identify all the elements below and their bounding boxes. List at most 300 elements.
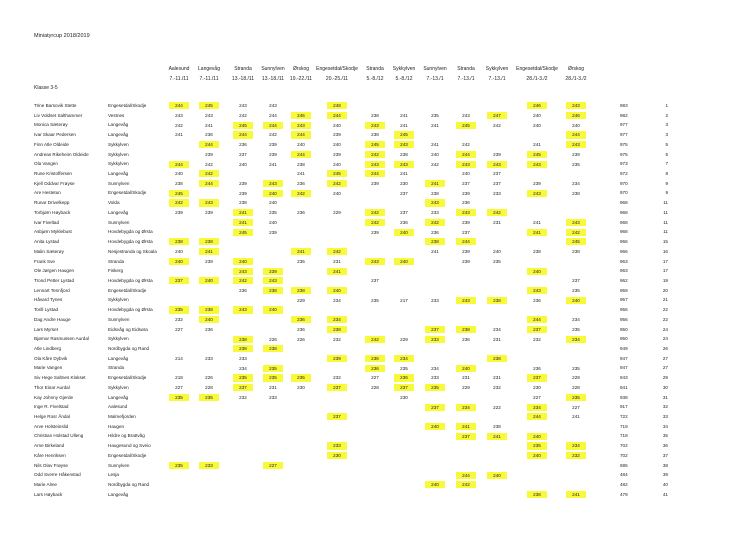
shooter-name: Siv Hege Saltnes Klokset xyxy=(34,375,86,381)
rank-number: 15 xyxy=(662,239,668,245)
club-name: Engesetdal/Skodje xyxy=(108,287,147,293)
table-row xyxy=(0,373,756,383)
score-cell: 240 xyxy=(169,258,189,265)
score-cell: 238 xyxy=(487,355,507,362)
score-cell: 246 xyxy=(566,112,586,119)
score-cell xyxy=(365,268,385,275)
score-cell xyxy=(263,297,283,304)
score-cell xyxy=(456,355,476,362)
column-date: 7.-13./1 xyxy=(488,76,506,82)
score-cell: 240 xyxy=(233,258,253,265)
score-cell: 239 xyxy=(327,355,347,362)
table-row xyxy=(0,470,756,480)
score-cell xyxy=(527,462,547,469)
score-cell: 232 xyxy=(175,317,183,323)
table-row xyxy=(0,140,756,150)
score-cell: 245 xyxy=(291,112,311,119)
column-venue: Sunnylven xyxy=(423,66,447,72)
score-cell xyxy=(233,297,253,304)
score-cell: 244 xyxy=(456,151,476,158)
score-cell: 239 xyxy=(462,219,470,225)
score-cell xyxy=(487,481,507,488)
score-cell: 243 xyxy=(291,122,311,129)
score-cell xyxy=(199,491,219,498)
table-row xyxy=(0,237,756,247)
score-cell xyxy=(199,472,219,479)
total-score: 917 xyxy=(620,404,628,410)
score-cell: 230 xyxy=(327,452,347,459)
shooter-name: Lars Høyback xyxy=(34,491,63,497)
score-cell xyxy=(425,268,445,275)
score-cell xyxy=(566,268,586,275)
score-cell: 243 xyxy=(456,297,476,304)
score-cell xyxy=(425,287,445,294)
column-venue: Stranda xyxy=(457,66,475,72)
score-cell xyxy=(291,423,311,430)
score-cell: 243 xyxy=(527,287,547,294)
score-cell: 240 xyxy=(269,219,277,225)
score-cell: 238 xyxy=(527,491,547,498)
score-cell xyxy=(327,277,347,284)
total-score: 719 xyxy=(620,423,628,429)
score-cell: 241 xyxy=(456,423,476,430)
score-cell: 240 xyxy=(527,433,547,440)
score-cell: 241 xyxy=(269,161,277,167)
score-cell xyxy=(169,287,189,294)
score-cell: 243 xyxy=(233,268,253,275)
score-cell: 241 xyxy=(400,171,408,177)
score-cell xyxy=(394,423,414,430)
score-cell xyxy=(199,219,219,226)
club-name: Sykkylven xyxy=(108,384,129,390)
score-cell: 240 xyxy=(263,190,283,197)
score-cell: 234 xyxy=(572,181,580,187)
score-cell: 244 xyxy=(291,151,311,158)
score-cell: 236 xyxy=(239,142,247,148)
score-cell: 239 xyxy=(205,258,213,264)
score-cell xyxy=(169,336,189,343)
shooter-name: Lennart Tennfjord xyxy=(34,287,70,293)
score-cell: 236 xyxy=(239,287,247,293)
score-cell: 241 xyxy=(291,248,311,255)
score-cell xyxy=(233,404,253,411)
score-cell xyxy=(233,442,253,449)
score-cell xyxy=(487,462,507,469)
rank-number: 32 xyxy=(662,404,668,410)
total-score: 970 xyxy=(620,180,628,186)
score-cell: 245 xyxy=(233,229,253,236)
table-row xyxy=(0,286,756,296)
score-cell: 242 xyxy=(239,113,247,119)
score-cell xyxy=(425,452,445,459)
score-cell: 235 xyxy=(263,365,283,372)
score-cell xyxy=(169,268,189,275)
shooter-name: Anita Lystad xyxy=(34,239,60,245)
score-cell xyxy=(327,472,347,479)
score-cell xyxy=(487,306,507,313)
rank-number: 17 xyxy=(662,268,668,274)
score-cell xyxy=(425,306,445,313)
column-date: 28./1-3./2 xyxy=(565,76,587,82)
shooter-name: Monica Sæterøy xyxy=(34,122,68,128)
score-cell xyxy=(169,345,189,352)
score-cell: 242 xyxy=(327,248,347,255)
score-cell xyxy=(394,102,414,109)
score-cell: 242 xyxy=(175,122,183,128)
score-cell: 236 xyxy=(394,374,414,381)
rank-number: 41 xyxy=(662,491,668,497)
score-cell: 236 xyxy=(205,326,213,332)
score-cell xyxy=(487,316,507,323)
score-cell: 243 xyxy=(233,306,253,313)
score-cell: 243 xyxy=(263,277,283,284)
score-cell: 238 xyxy=(175,181,183,187)
table-row xyxy=(0,198,756,208)
shooter-name: Håvard Tynes xyxy=(34,297,63,303)
score-cell: 239 xyxy=(462,249,470,255)
score-cell: 247 xyxy=(487,112,507,119)
score-cell: 227 xyxy=(572,404,580,410)
club-name: Sykkylven xyxy=(108,141,129,147)
shooter-name: Ole Jørgen Haugen xyxy=(34,268,75,274)
score-cell: 232 xyxy=(239,394,247,400)
club-name: Nordbygda og Rand xyxy=(108,482,150,488)
score-cell: 233 xyxy=(327,442,347,449)
column-date: 7.-13./1 xyxy=(426,76,444,82)
score-cell: 242 xyxy=(365,209,385,216)
score-cell: 239 xyxy=(269,151,277,157)
score-cell: 237 xyxy=(327,413,347,420)
score-cell: 235 xyxy=(169,394,189,401)
shooter-name: Inge R. Fivelstad xyxy=(34,404,69,410)
score-cell: 237 xyxy=(462,181,470,187)
score-cell: 235 xyxy=(572,161,580,167)
shooter-name: Ola Vangen xyxy=(34,161,58,167)
total-score: 963 xyxy=(620,268,628,274)
score-cell: 240 xyxy=(175,171,183,177)
rank-number: 31 xyxy=(662,394,668,400)
score-cell: 231 xyxy=(493,375,501,381)
score-cell xyxy=(291,452,311,459)
rank-number: 29 xyxy=(662,375,668,381)
total-score: 695 xyxy=(620,462,628,468)
shooter-name: Rune Kristoffersen xyxy=(34,171,72,177)
score-cell: 243 xyxy=(394,161,414,168)
score-cell: 241 xyxy=(572,414,580,420)
score-cell xyxy=(487,268,507,275)
score-cell: 237 xyxy=(233,384,253,391)
score-cell: 222 xyxy=(493,404,501,410)
score-cell: 244 xyxy=(169,161,189,168)
score-cell: 245 xyxy=(527,151,547,158)
score-cell: 242 xyxy=(425,219,445,226)
score-cell: 242 xyxy=(365,336,385,343)
column-date: 7.-13./1 xyxy=(457,76,475,82)
score-cell: 229 xyxy=(462,385,470,391)
club-name: Fiskerg xyxy=(108,268,124,274)
score-cell: 237 xyxy=(394,384,414,391)
total-score: 968 xyxy=(620,219,628,225)
score-cell: 244 xyxy=(456,238,476,245)
table-row xyxy=(0,130,756,140)
score-cell: 239 xyxy=(371,181,379,187)
score-cell: 242 xyxy=(365,219,385,226)
score-cell xyxy=(394,199,414,206)
score-cell xyxy=(425,170,445,177)
score-cell: 233 xyxy=(239,356,247,362)
score-cell xyxy=(199,423,219,430)
table-row xyxy=(0,169,756,179)
club-name: Langevåg xyxy=(108,355,129,361)
score-cell xyxy=(327,462,347,469)
score-cell: 233 xyxy=(425,336,445,343)
score-cell: 230 xyxy=(400,394,408,400)
score-cell xyxy=(365,199,385,206)
score-cell: 240 xyxy=(572,122,580,128)
club-name: Haugesund og Sveio xyxy=(108,443,151,449)
score-cell xyxy=(394,277,414,284)
shooter-name: Runar Drivelkepp xyxy=(34,200,70,206)
score-cell xyxy=(291,433,311,440)
score-cell xyxy=(327,219,347,226)
score-cell xyxy=(199,190,219,197)
score-cell xyxy=(456,131,476,138)
score-cell: 237 xyxy=(462,229,470,235)
score-cell: 235 xyxy=(566,394,586,401)
rank-number: 11 xyxy=(663,200,668,206)
score-cell xyxy=(365,413,385,420)
score-cell xyxy=(291,413,311,420)
score-cell: 238 xyxy=(169,238,189,245)
score-cell: 240 xyxy=(175,249,183,255)
score-cell: 244 xyxy=(456,472,476,479)
total-score: 962 xyxy=(620,277,628,283)
shooter-name: Marie Alme xyxy=(34,482,57,488)
score-cell xyxy=(365,481,385,488)
score-cell xyxy=(365,102,385,109)
score-cell: 241 xyxy=(431,142,439,148)
score-cell: 226 xyxy=(205,375,213,381)
score-cell xyxy=(456,306,476,313)
score-cell xyxy=(291,481,311,488)
club-name: Sunnylven xyxy=(108,462,130,468)
table-row xyxy=(0,305,756,315)
score-cell: 235 xyxy=(493,258,501,264)
total-score: 968 xyxy=(620,229,628,235)
score-cell: 237 xyxy=(527,374,547,381)
score-cell: 243 xyxy=(239,103,247,109)
score-cell: 246 xyxy=(527,102,547,109)
score-cell xyxy=(291,229,311,236)
score-cell: 243 xyxy=(456,161,476,168)
shooter-name: Nils Olav Frøyse xyxy=(34,462,68,468)
score-cell: 236 xyxy=(431,229,439,235)
club-name: Engesetdal/Skodje xyxy=(108,190,147,196)
score-cell: 235 xyxy=(269,210,277,216)
rank-number: 24 xyxy=(662,336,668,342)
score-cell xyxy=(425,413,445,420)
score-cell: 243 xyxy=(199,199,219,206)
column-venue: Ørskog xyxy=(567,66,585,72)
table-row xyxy=(0,227,756,237)
total-score: 950 xyxy=(620,336,628,342)
score-cell: 243 xyxy=(462,113,470,119)
shooter-name: Christian Holstad Ulleng xyxy=(34,433,84,439)
score-cell: 232 xyxy=(493,385,501,391)
score-cell: 239 xyxy=(462,258,470,264)
shooter-name: Kåre Henriksen xyxy=(34,452,66,458)
score-cell: 240 xyxy=(269,200,277,206)
score-cell: 241 xyxy=(533,142,541,148)
score-cell xyxy=(169,423,189,430)
score-cell xyxy=(527,277,547,284)
score-cell xyxy=(365,238,385,245)
score-cell: 239 xyxy=(493,151,501,157)
score-cell xyxy=(487,131,507,138)
score-cell xyxy=(487,345,507,352)
club-name: Lesja xyxy=(108,472,119,478)
score-cell xyxy=(291,355,311,362)
score-cell: 239 xyxy=(263,268,283,275)
total-score: 950 xyxy=(620,326,628,332)
table-row xyxy=(0,111,756,121)
rank-number: 9 xyxy=(665,180,668,186)
score-cell: 242 xyxy=(493,122,501,128)
score-cell: 241 xyxy=(533,219,541,225)
shooter-name: Ola Kåre Dybvik xyxy=(34,355,68,361)
score-cell xyxy=(487,102,507,109)
club-name: Hildre og Brattvåg xyxy=(108,433,145,439)
rank-number: 7 xyxy=(665,161,668,167)
total-score: 956 xyxy=(620,307,628,313)
shooter-name: Arve Holsteinslid xyxy=(34,423,69,429)
score-cell xyxy=(263,258,283,265)
score-cell: 234 xyxy=(456,404,476,411)
rank-number: 3 xyxy=(665,132,668,138)
club-name: Sunnylven xyxy=(108,180,130,186)
score-cell: 244 xyxy=(169,102,189,109)
score-cell xyxy=(456,452,476,459)
score-cell xyxy=(169,151,189,158)
score-cell xyxy=(566,170,586,177)
score-cell: 243 xyxy=(205,113,213,119)
score-cell: 234 xyxy=(566,442,586,449)
score-cell: 234 xyxy=(239,365,247,371)
score-cell xyxy=(487,442,507,449)
total-score: 479 xyxy=(620,491,628,497)
score-cell: 238 xyxy=(431,190,439,196)
column-venue: Engesetdal/Skodje xyxy=(516,66,558,72)
score-cell: 238 xyxy=(233,345,253,352)
score-cell xyxy=(169,219,189,226)
rank-number: 30 xyxy=(662,384,668,390)
score-cell xyxy=(199,297,219,304)
score-cell: 243 xyxy=(175,113,183,119)
score-cell: 242 xyxy=(169,199,189,206)
table-row xyxy=(0,257,756,267)
total-score: 972 xyxy=(620,171,628,177)
rank-number: 5 xyxy=(665,141,668,147)
score-cell: 242 xyxy=(365,151,385,158)
score-cell: 238 xyxy=(533,249,541,255)
score-cell xyxy=(425,131,445,138)
score-cell xyxy=(394,316,414,323)
score-cell: 239 xyxy=(175,210,183,216)
score-cell xyxy=(527,170,547,177)
score-cell xyxy=(199,345,219,352)
score-cell: 238 xyxy=(400,151,408,157)
score-cell xyxy=(456,316,476,323)
score-cell: 236 xyxy=(297,326,305,332)
score-cell: 235 xyxy=(572,326,580,332)
column-venue: Sykkylven xyxy=(392,66,416,72)
score-cell xyxy=(169,472,189,479)
score-cell: 217 xyxy=(400,297,408,303)
score-cell xyxy=(263,491,283,498)
score-cell: 239 xyxy=(239,181,247,187)
score-cell xyxy=(199,336,219,343)
rank-number: 37 xyxy=(662,452,668,458)
table-row xyxy=(0,150,756,160)
total-score: 956 xyxy=(620,316,628,322)
score-cell: 236 xyxy=(533,365,541,371)
score-cell: 236 xyxy=(533,297,541,303)
club-name: Sykkylven xyxy=(108,297,129,303)
score-cell: 239 xyxy=(462,190,470,196)
score-cell: 242 xyxy=(456,481,476,488)
score-cell: 240 xyxy=(487,472,507,479)
column-date: 7.-11./11 xyxy=(199,76,219,82)
table-row xyxy=(0,159,756,169)
score-cell: 232 xyxy=(566,452,586,459)
column-venue: Ørskog xyxy=(292,66,310,72)
score-cell xyxy=(263,170,283,177)
score-cell: 234 xyxy=(327,316,347,323)
score-cell: 240 xyxy=(493,249,501,255)
score-cell: 236 xyxy=(291,316,311,323)
score-cell xyxy=(263,442,283,449)
score-cell: 229 xyxy=(572,375,580,381)
total-score: 963 xyxy=(620,258,628,264)
club-name: Hovdebygda og Ørsta xyxy=(108,307,153,313)
score-cell xyxy=(527,209,547,216)
score-cell: 235 xyxy=(527,442,547,449)
score-cell: 239 xyxy=(239,190,247,196)
score-cell: 238 xyxy=(572,190,580,196)
club-name: Haugen xyxy=(108,423,125,429)
score-cell: 241 xyxy=(487,433,507,440)
club-name: Langevåg xyxy=(108,209,129,215)
score-cell xyxy=(233,238,253,245)
score-cell xyxy=(425,102,445,109)
table-row xyxy=(0,441,756,451)
score-cell: 241 xyxy=(431,249,439,255)
score-cell: 235 xyxy=(425,384,445,391)
score-cell: 240 xyxy=(456,365,476,372)
shooter-name: Torbjørn Høyback xyxy=(34,209,71,215)
score-cell xyxy=(566,306,586,313)
rank-number: 26 xyxy=(662,346,668,351)
score-cell xyxy=(291,394,311,401)
shooter-name: Frank Sve xyxy=(34,258,55,264)
score-cell xyxy=(263,423,283,430)
score-cell xyxy=(291,442,311,449)
rank-number: 38 xyxy=(662,462,668,468)
shooter-name: Marie Vangen xyxy=(34,365,63,371)
score-cell xyxy=(291,219,311,226)
club-name: Sykkylven xyxy=(108,161,129,167)
score-cell xyxy=(263,452,283,459)
